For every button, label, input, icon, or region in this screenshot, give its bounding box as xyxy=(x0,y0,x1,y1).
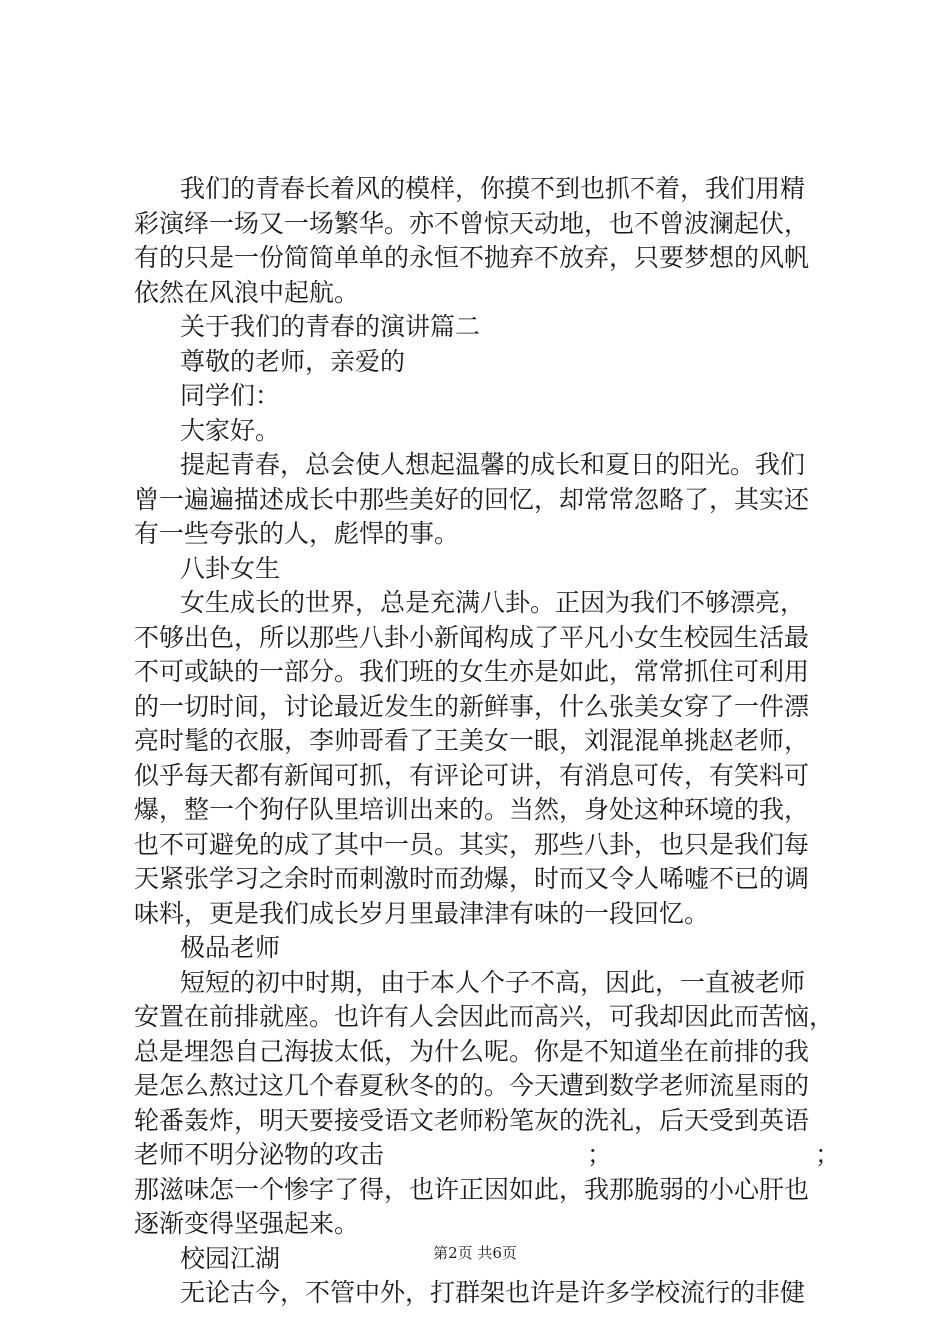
text-line: 有的只是一份简简单单的永恒不抛弃不放弃，只要梦想的风帆 xyxy=(134,243,810,272)
page-footer xyxy=(0,1243,950,1263)
text-line-split xyxy=(134,1138,840,1173)
document-body xyxy=(134,172,840,1311)
text-line: 有一些夸张的人，彪悍的事。 xyxy=(134,519,460,548)
paragraph-block xyxy=(134,172,840,1138)
text-line: 味料，更是我们成长岁月里最津津有味的一段回忆。 xyxy=(134,898,710,928)
text-line: 逐渐变得坚强起来。 xyxy=(134,1209,360,1238)
text-line: 短短的初中时期，由于本人个子不高，因此，一直被老师 xyxy=(180,967,806,997)
text-line: 总是埋怨自己海拔太低，为什么呢。你是不知道坐在前排的我 xyxy=(134,1036,810,1066)
text-line: 不够出色，所以那些八卦小新闻构成了平凡小女生校园生活最 xyxy=(134,622,810,652)
text-line: 彩演绎一场又一场繁华。亦不曾惊天动地，也不曾波澜起伏， xyxy=(134,208,810,238)
text-line: 女生成长的世界，总是充满八卦。正因为我们不够漂亮， xyxy=(180,588,806,617)
text-line: 似乎每天都有新闻可抓，有评论可讲，有消息可传，有笑料可 xyxy=(134,760,810,790)
text-line: 关于我们的青春的演讲篇二 xyxy=(180,312,481,341)
paragraph-block xyxy=(134,1173,840,1311)
split-line-semicolon-2: ； xyxy=(814,1140,840,1169)
text-line: 爆，整一个狗仔队里培训出来的。当然，身处这种环境的我， xyxy=(134,795,810,824)
text-line: 那滋味怎一个惨字了得，也许正因如此，我那脆弱的小心肝也 xyxy=(134,1174,810,1204)
text-line: 依然在风浪中起航。 xyxy=(134,277,360,307)
text-line: 尊敬的老师，亲爱的 xyxy=(180,346,406,376)
text-line: 曾一遍遍描述成长中那些美好的回忆，却常常忽略了，其实还 xyxy=(134,484,810,514)
text-line: 大家好。 xyxy=(180,415,281,445)
text-line: 亮时髦的衣服，李帅哥看了王美女一眼，刘混混单挑赵老师， xyxy=(134,726,810,755)
text-line: 是怎么熬过这几个春夏秋冬的的。今天遭到数学老师流星雨的 xyxy=(134,1071,810,1100)
text-line: 也不可避免的成了其中一员。其实，那些八卦，也只是我们每 xyxy=(134,829,810,859)
split-line-semicolon-1: ； xyxy=(586,1140,612,1169)
page-number-label: 第2页 共6页 xyxy=(433,1244,517,1262)
text-line: 的一切时间，讨论最近发生的新鲜事，什么张美女穿了一件漂 xyxy=(134,691,810,721)
text-line: 八卦女生 xyxy=(180,553,281,583)
text-line: 我们的青春长着风的模样，你摸不到也抓不着，我们用精 xyxy=(180,174,806,203)
text-line: 提起青春，总会使人想起温馨的成长和夏日的阳光。我们 xyxy=(180,450,806,479)
text-line: 天紧张学习之余时而刺激时而劲爆，时而又令人唏嘘不已的调 xyxy=(134,864,810,893)
split-line-text: 老师不明分泌物的攻击 xyxy=(134,1140,385,1169)
text-line: 校园江湖 xyxy=(180,1243,281,1273)
text-line: 轮番轰炸，明天要接受语文老师粉笔灰的洗礼，后天受到英语 xyxy=(134,1105,810,1135)
text-line: 不可或缺的一部分。我们班的女生亦是如此，常常抓住可利用 xyxy=(134,657,810,686)
text-line: 极品老师 xyxy=(180,933,281,962)
text-line: 无论古今，不管中外，打群架也许是许多学校流行的非健 xyxy=(180,1278,806,1307)
text-line: 同学们： xyxy=(180,381,281,410)
text-line: 安置在前排就座。也许有人会因此而高兴，可我却因此而苦恼， xyxy=(134,1002,835,1031)
